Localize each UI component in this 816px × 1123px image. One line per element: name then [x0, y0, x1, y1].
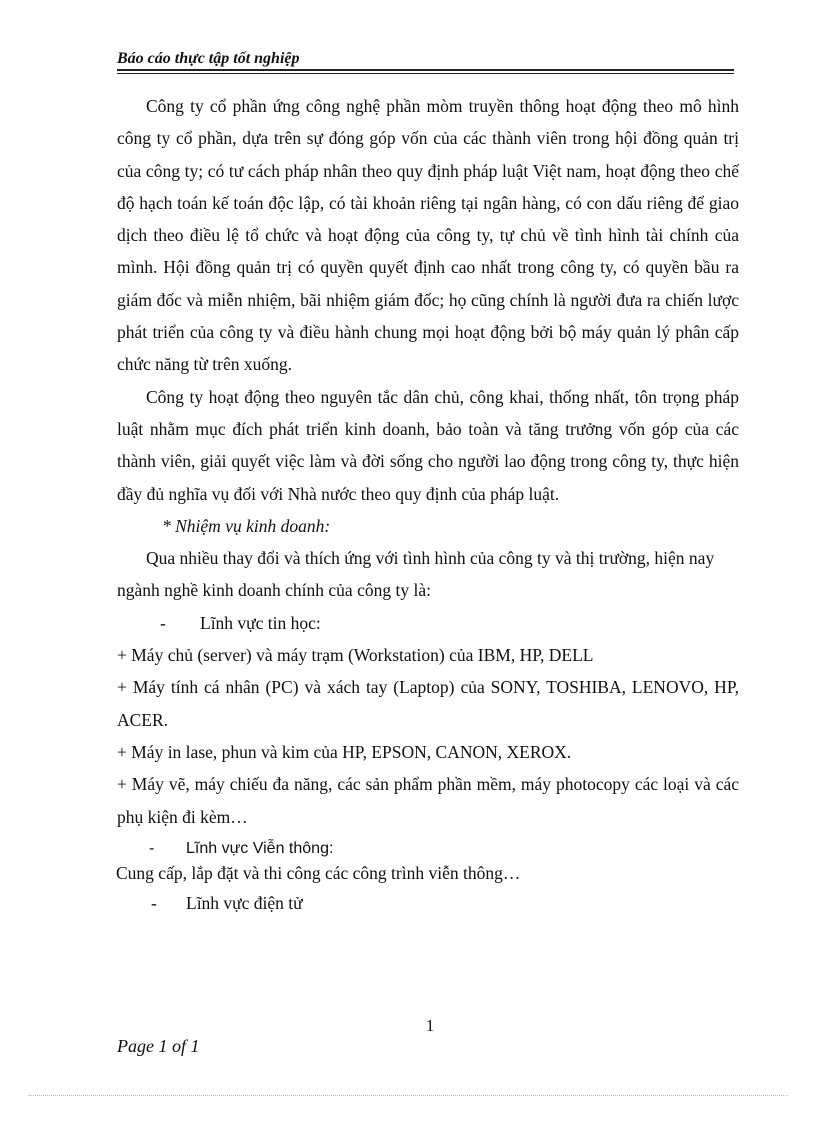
bullet-it-field [117, 607, 739, 639]
bullet-dash: - [151, 892, 157, 913]
footer-page-label: Page 1 of 1 [117, 1036, 200, 1056]
it-item-printers: + Máy in lase, phun và kim của HP, EPSON, CANON, XEROX. [117, 741, 572, 762]
document-body [117, 90, 739, 919]
it-item-plotters: + Máy vẽ, máy chiếu đa năng, các sản phẩm phần mềm, máy photocopy các loại và các phụ kiện đi kèm… [117, 774, 739, 827]
header-title: Báo cáo thực tập tốt nghiệp [117, 50, 300, 67]
bullet-dash: - [149, 839, 155, 857]
it-item-servers: + Máy chủ (server) và máy trạm (Workstation) của IBM, HP, DELL [117, 645, 594, 666]
bullet-telecom-field [117, 837, 739, 861]
paragraph-intro: Qua nhiều thay đổi và thích ứng với tình hình của công ty và thị trường, hiện nay ngành nghề kinh doanh chính của công ty là: [117, 548, 715, 601]
bullet-dash: - [160, 612, 166, 633]
header-rule-thick [117, 69, 734, 71]
bullet-label: Lĩnh vực điện tử [186, 892, 303, 913]
telecom-text: Cung cấp, lắp đặt và thi công các công trình viễn thông… [116, 862, 521, 883]
it-item-pcs: + Máy tính cá nhân (PC) và xách tay (Laptop) của SONY, TOSHIBA, LENOVO, HP, ACER. [117, 677, 739, 730]
bullet-electronics-field [117, 887, 739, 919]
section-heading-business-tasks: * Nhiệm vụ kinh doanh: [162, 515, 331, 536]
paragraph-company-structure: Công ty cổ phần ứng công nghệ phần mòm truyền thông hoạt động theo mô hình công ty cổ phần, dựa trên sự đóng góp vốn của các thành viên trong hội đồng quản trị của công ty; có tư cách pháp nhân theo quy định pháp luật Việt nam, hoạt động theo chế độ hạch toán kế toán độc lập, có tài khoản riêng tại ngân hàng, có con dấu riêng để giao dịch theo điều lệ tổ chức và hoạt động của công ty, tự chủ về tình hình tài chính của mình. Hội đồng quản trị có quyền quyết định cao nhất trong công ty, có quyền bầu ra giám đốc và miễn nhiệm, bãi nhiệm giám đốc; họ cũng chính là người đưa ra chiến lược phát triển của công ty và điều hành chung mọi hoạt động bởi bộ máy quản lý phân cấp chức năng từ trên xuống. [117, 96, 739, 375]
paragraph-operating-principles: Công ty hoạt động theo nguyên tắc dân chủ, công khai, thống nhất, tôn trọng pháp luật nhằm mục đích phát triển kinh doanh, bảo toàn và tăng trưởng vốn góp của các thành viên, giải quyết việc làm và đời sống cho người lao động trong công ty, thực hiện đầy đủ nghĩa vụ đối với Nhà nước theo quy định của pháp luật. [117, 386, 739, 504]
bullet-label: Lĩnh vực tin học: [200, 612, 321, 633]
bullet-label: Lĩnh vực Viễn thông: [186, 839, 334, 857]
page-number: 1 [425, 1016, 435, 1035]
header-rule-thin [117, 73, 734, 74]
page-bottom-divider [28, 1095, 788, 1096]
